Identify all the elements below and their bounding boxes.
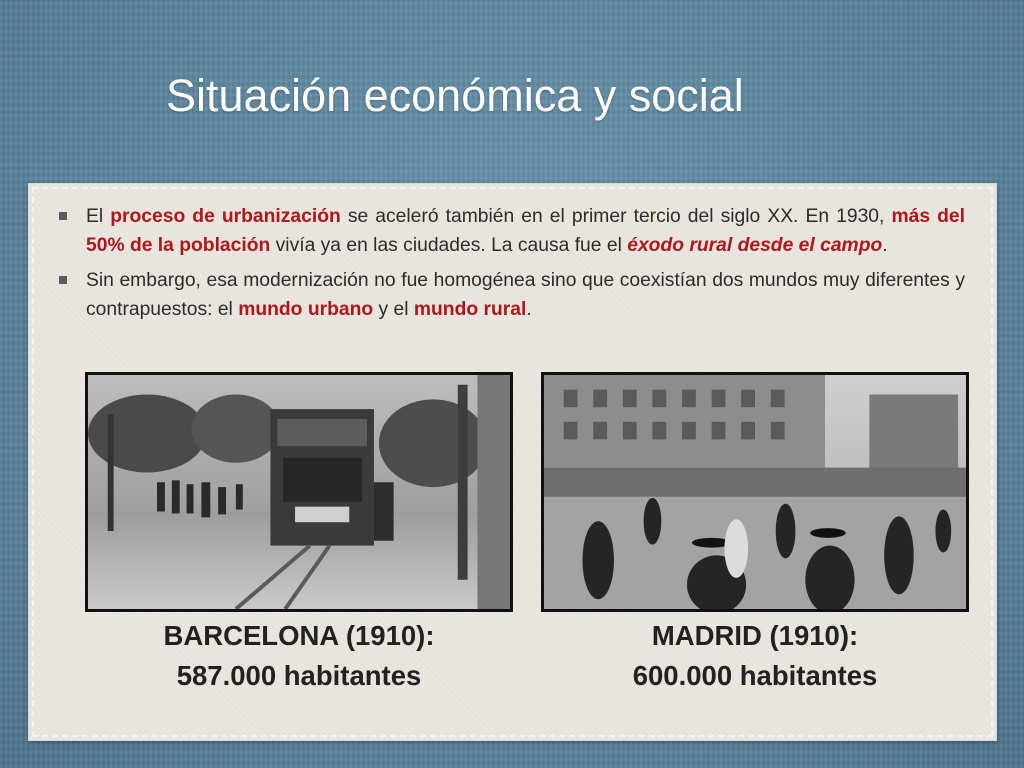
barcelona-photo-illustration [88,375,510,609]
bullet-item [59,202,965,260]
madrid-caption-population: 600.000 habitantes [632,660,878,691]
barcelona-tram-photo [85,372,513,612]
slide-title: Situación económica y social [166,70,744,121]
square-bullet-icon [59,212,67,220]
barcelona-caption-title: BARCELONA (1910): [163,620,435,651]
bullet-text: y el [373,299,414,320]
bullet-text: . [882,235,888,256]
highlight-text: más del 50% de la población [86,206,965,256]
highlight-text: proceso de urbanización [110,206,341,227]
content-panel [29,184,996,740]
bullet-item [59,266,965,324]
highlight-text: mundo urbano [238,299,374,320]
madrid-street-photo [541,372,969,612]
bullet-text: Sin embargo, esa modernización no fue homogénea sino que coexistían dos mundos muy diferentes y contrapuestos: el [86,270,965,320]
bullet-text: se aceleró también en el primer tercio del siglo XX. En 1930, [340,206,892,227]
square-bullet-icon [59,276,67,284]
barcelona-caption-population: 587.000 habitantes [176,660,422,691]
madrid-caption [555,616,955,696]
bullet-text: vivía ya en las ciudades. La causa fue el [270,235,628,256]
highlight-italic-text: éxodo rural desde el campo [627,235,883,256]
bullet-text: El [86,206,111,227]
madrid-photo-illustration [544,375,966,609]
highlight-text: mundo rural [413,299,527,320]
barcelona-caption [99,616,499,696]
madrid-caption-title: MADRID (1910): [651,620,859,651]
bullet-text: . [526,299,532,320]
bullet-list [59,202,965,330]
